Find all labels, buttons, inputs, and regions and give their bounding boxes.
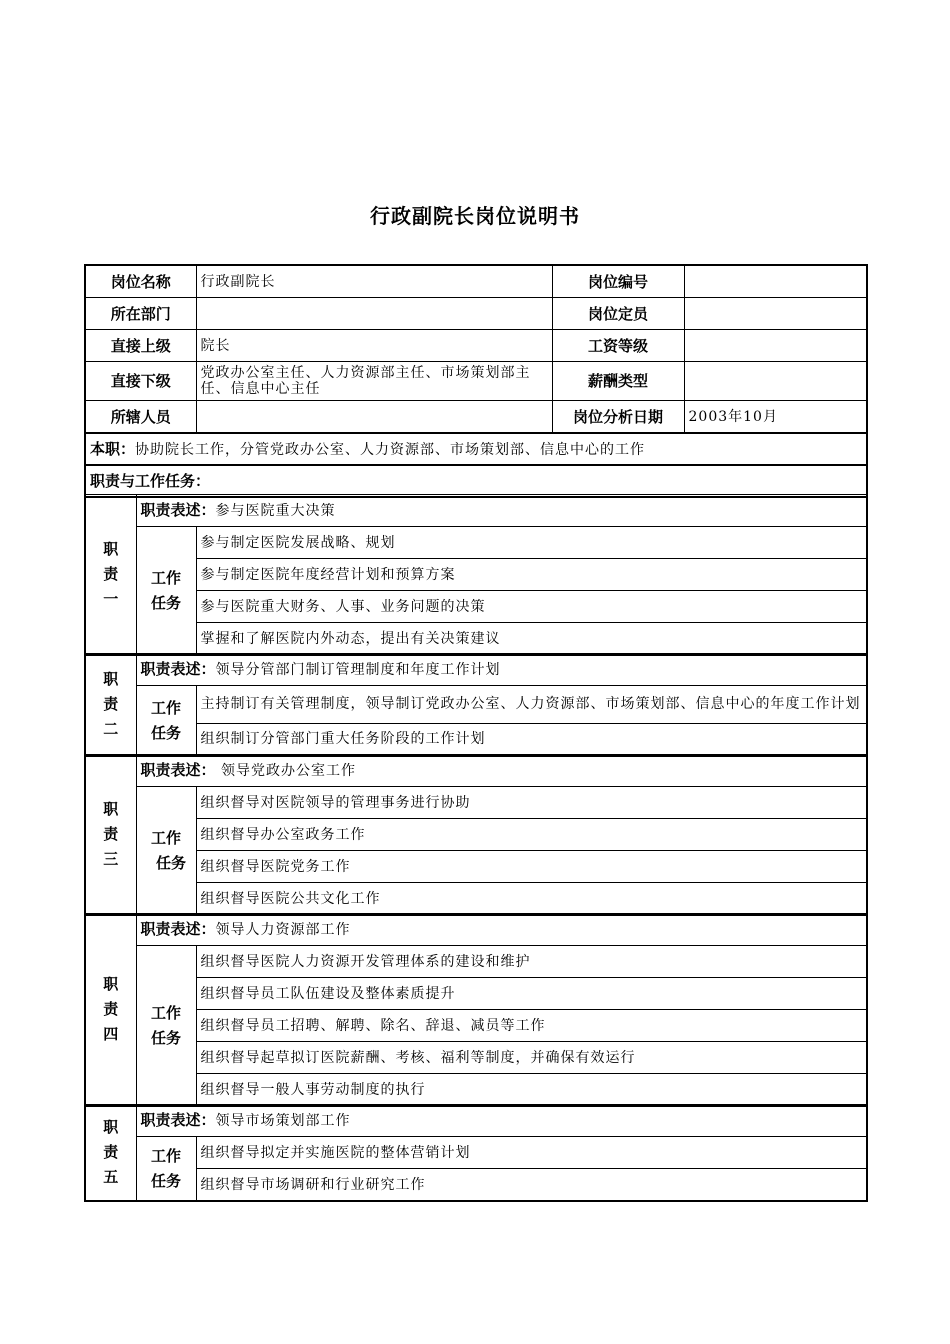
label-headcount: 岗位定员 <box>552 298 684 330</box>
duty-name: 职 责 一 <box>85 495 136 656</box>
duty-desc-row <box>85 1105 867 1137</box>
work-task-label: 工作 任务 <box>136 787 196 916</box>
label-salary-grade: 工资等级 <box>552 330 684 362</box>
task-row <box>85 1010 867 1042</box>
value-analysis-date: 2003年10月 <box>684 401 867 434</box>
value-staff <box>196 401 552 434</box>
task-row <box>85 686 867 724</box>
work-task-label: 工作 任务 <box>136 1137 196 1202</box>
tasks-header-row <box>85 465 867 497</box>
task-item: 组织督导市场调研和行业研究工作 <box>196 1169 867 1202</box>
label-staff: 所辖人员 <box>85 401 196 434</box>
task-row <box>85 1074 867 1107</box>
duty-desc: 职责表述：领导人力资源部工作 <box>136 914 867 946</box>
duty-desc-row <box>85 495 867 527</box>
duty-table-3 <box>84 754 868 916</box>
duty-desc: 职责表述：领导分管部门制订管理制度和年度工作计划 <box>136 654 867 686</box>
task-item: 组织督导起草拟订医院薪酬、考核、福利等制度，并确保有效运行 <box>196 1042 867 1074</box>
task-row <box>85 819 867 851</box>
value-headcount <box>684 298 867 330</box>
info-row <box>85 401 867 434</box>
value-department <box>196 298 552 330</box>
task-item: 组织督导一般人事劳动制度的执行 <box>196 1074 867 1107</box>
duty-name: 职 责 五 <box>85 1105 136 1202</box>
value-salary-grade <box>684 330 867 362</box>
duty-name: 职 责 四 <box>85 914 136 1107</box>
task-row <box>85 623 867 656</box>
info-row <box>85 298 867 330</box>
duty-desc-row <box>85 914 867 946</box>
value-pay-type <box>684 362 867 401</box>
duty-summary-text: 协助院长工作，分管党政办公室、人力资源部、市场策划部、信息中心的工作 <box>135 441 646 458</box>
task-row <box>85 851 867 883</box>
label-pay-type: 薪酬类型 <box>552 362 684 401</box>
task-row <box>85 1169 867 1202</box>
label-job-code: 岗位编号 <box>552 265 684 298</box>
task-row <box>85 883 867 916</box>
info-row <box>85 362 867 401</box>
info-row <box>85 265 867 298</box>
duty-desc: 职责表述：领导市场策划部工作 <box>136 1105 867 1137</box>
task-item: 组织督导拟定并实施医院的整体营销计划 <box>196 1137 867 1169</box>
task-item: 组织督导医院人力资源开发管理体系的建设和维护 <box>196 946 867 978</box>
value-job-title: 行政副院长 <box>196 265 552 298</box>
task-row <box>85 978 867 1010</box>
task-row <box>85 527 867 559</box>
task-item: 参与制定医院年度经营计划和预算方案 <box>196 559 867 591</box>
task-row <box>85 1042 867 1074</box>
duty-table-2 <box>84 653 868 757</box>
duty-name: 职 责 二 <box>85 654 136 757</box>
info-row <box>85 330 867 362</box>
duty-desc: 职责表述：参与医院重大决策 <box>136 495 867 527</box>
task-item: 组织督导医院党务工作 <box>196 851 867 883</box>
task-item: 主持制订有关管理制度，领导制订党政办公室、人力资源部、市场策划部、信息中心的年度工作计划 <box>196 686 867 724</box>
label-department: 所在部门 <box>85 298 196 330</box>
label-analysis-date: 岗位分析日期 <box>552 401 684 434</box>
duty-summary-row <box>85 433 867 465</box>
job-info-table <box>84 264 868 498</box>
task-item: 组织督导对医院领导的管理事务进行协助 <box>196 787 867 819</box>
duty-summary <box>85 433 867 465</box>
tasks-header: 职责与工作任务： <box>85 465 867 497</box>
task-row <box>85 946 867 978</box>
value-subordinates: 党政办公室主任、人力资源部主任、市场策划部主任、信息中心主任 <box>196 362 552 401</box>
duty-desc: 职责表述： 领导党政办公室工作 <box>136 755 867 787</box>
task-item: 组织督导员工队伍建设及整体素质提升 <box>196 978 867 1010</box>
value-superior: 院长 <box>196 330 552 362</box>
duty-summary-label: 本职： <box>90 439 136 458</box>
task-item: 组织督导办公室政务工作 <box>196 819 867 851</box>
label-job-title: 岗位名称 <box>85 265 196 298</box>
task-item: 组织督导医院公共文化工作 <box>196 883 867 916</box>
task-item: 组织制订分管部门重大任务阶段的工作计划 <box>196 724 867 757</box>
task-row <box>85 724 867 757</box>
task-item: 掌握和了解医院内外动态，提出有关决策建议 <box>196 623 867 656</box>
duty-table-5 <box>84 1104 868 1202</box>
work-task-label: 工作 任务 <box>136 946 196 1107</box>
duty-desc-row <box>85 654 867 686</box>
task-item: 参与医院重大财务、人事、业务问题的决策 <box>196 591 867 623</box>
work-task-label: 工作 任务 <box>136 686 196 757</box>
duty-name: 职 责 三 <box>85 755 136 916</box>
task-row <box>85 591 867 623</box>
label-superior: 直接上级 <box>85 330 196 362</box>
page-title: 行政副院长岗位说明书 <box>370 204 580 228</box>
task-item: 组织督导员工招聘、解聘、除名、辞退、减员等工作 <box>196 1010 867 1042</box>
task-row <box>85 559 867 591</box>
work-task-label: 工作 任务 <box>136 527 196 656</box>
duty-table-1 <box>84 494 868 656</box>
task-row <box>85 787 867 819</box>
duty-desc-row <box>85 755 867 787</box>
task-item: 参与制定医院发展战略、规划 <box>196 527 867 559</box>
value-job-code <box>684 265 867 298</box>
label-subordinates: 直接下级 <box>85 362 196 401</box>
task-row <box>85 1137 867 1169</box>
duty-table-4 <box>84 913 868 1107</box>
